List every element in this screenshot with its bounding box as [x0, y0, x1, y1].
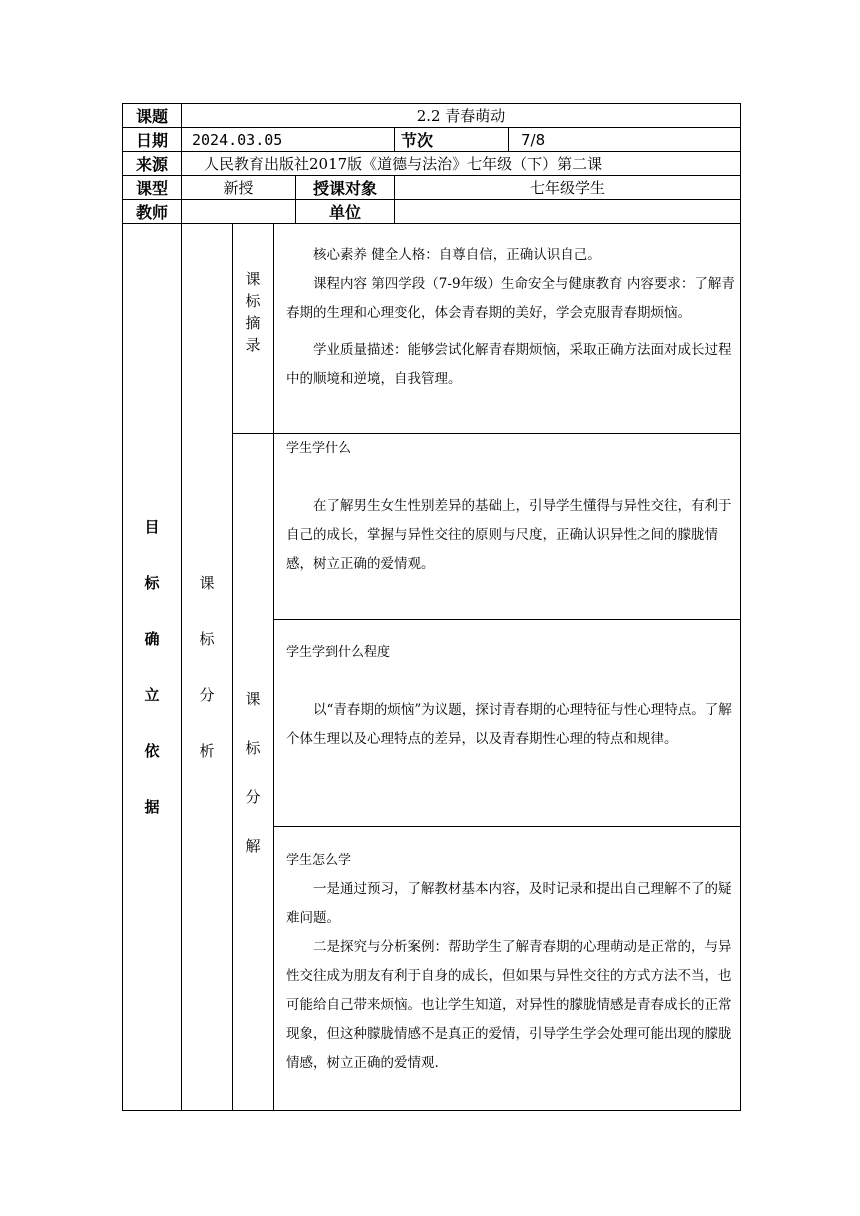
decompose-char-3: 分 [245, 787, 261, 806]
excerpt-row [123, 224, 741, 434]
period-label: 节次 [395, 128, 509, 152]
date-value: 2024.03.05 [182, 128, 395, 152]
excerpt-char-1: 课 [245, 270, 261, 288]
how-content [274, 827, 741, 1111]
lesson-plan-table [122, 103, 741, 1111]
date-row [123, 128, 741, 152]
degree-heading: 学生学到什么程度 [286, 645, 391, 660]
analysis-char-4: 析 [199, 742, 215, 760]
unit-value [395, 200, 741, 224]
type-value: 新授 [182, 176, 296, 200]
how-heading: 学生怎么学 [286, 853, 352, 868]
goal-char-6: 据 [144, 798, 160, 816]
decompose-char-2: 标 [245, 738, 261, 757]
unit-label: 单位 [296, 200, 395, 224]
how-case-analysis: 二是探究与分析案例：帮助学生了解青春期的心理萌动是正常的，与异性交往成为朋友有利于自身的成长，但如果与异性交往的方式方法不当，也可能给自己带来烦恼。也让学生知道，对异性的朦胧情感是青春成长的正常现象，但这种朦胧情感不是真正的爱情，引导学生学会处理可能出现的朦胧情感，树立正确的爱情观. [286, 939, 732, 1071]
period-value: 7/8 [509, 128, 741, 152]
topic-value: 2.2 青春萌动 [182, 104, 741, 128]
teacher-value [182, 200, 296, 224]
what-text: 在了解男生女生性别差异的基础上，引导学生懂得与异性交往，有利于自己的成长，掌握与异性交往的原则与尺度，正确认识异性之间的朦胧情感，树立正确的爱情观。 [286, 498, 732, 572]
excerpt-content [274, 224, 741, 434]
topic-label: 课题 [123, 104, 182, 128]
what-heading: 学生学什么 [286, 441, 352, 456]
excerpt-course-content: 课程内容 第四学段（7-9年级）生命安全与健康教育 内容要求：了解青春期的生理和心理变化，体会青春期的美好，学会克服青春期烦恼。 [286, 276, 735, 321]
type-label: 课型 [123, 176, 182, 200]
decompose-char-4: 解 [245, 836, 261, 855]
excerpt-char-4: 录 [245, 336, 261, 354]
audience-label: 授课对象 [296, 176, 395, 200]
analysis-char-2: 标 [199, 630, 215, 648]
teacher-label: 教师 [123, 200, 182, 224]
goal-basis-column [123, 224, 182, 1111]
source-row [123, 152, 741, 176]
audience-value: 七年级学生 [395, 176, 741, 200]
standard-decompose-column [233, 434, 274, 1111]
goal-char-3: 确 [144, 630, 160, 648]
excerpt-char-2: 标 [245, 292, 261, 310]
topic-row [123, 104, 741, 128]
excerpt-core-literacy: 核心素养 健全人格：自尊自信，正确认识自己。 [313, 247, 601, 263]
degree-text: 以“青春期的烦恼”为议题，探讨青春期的心理特征与性心理特点。了解个体生理以及心理特点的差异，以及青春期性心理的特点和规律。 [286, 702, 732, 747]
goal-char-2: 标 [144, 574, 160, 592]
degree-content [274, 620, 741, 827]
excerpt-quality: 学业质量描述：能够尝试化解青春期烦恼，采取正确方法面对成长过程中的顺境和逆境，自我管理。 [286, 342, 732, 387]
source-value: 人民教育出版社2017版《道德与法治》七年级（下）第二课 [182, 152, 741, 176]
type-row [123, 176, 741, 200]
how-preview: 一是通过预习，了解教材基本内容，及时记录和提出自己理解不了的疑难问题。 [286, 881, 732, 926]
excerpt-char-3: 摘 [245, 314, 261, 332]
standard-analysis-column [182, 224, 233, 1111]
goal-char-5: 依 [144, 742, 160, 760]
analysis-char-1: 课 [199, 574, 215, 592]
goal-char-1: 目 [144, 518, 160, 536]
date-label: 日期 [123, 128, 182, 152]
what-content [274, 434, 741, 620]
teacher-row [123, 200, 741, 224]
standard-excerpt-label [233, 224, 274, 434]
source-label: 来源 [123, 152, 182, 176]
goal-char-4: 立 [144, 686, 160, 704]
decompose-char-1: 课 [245, 689, 261, 708]
analysis-char-3: 分 [199, 686, 215, 704]
